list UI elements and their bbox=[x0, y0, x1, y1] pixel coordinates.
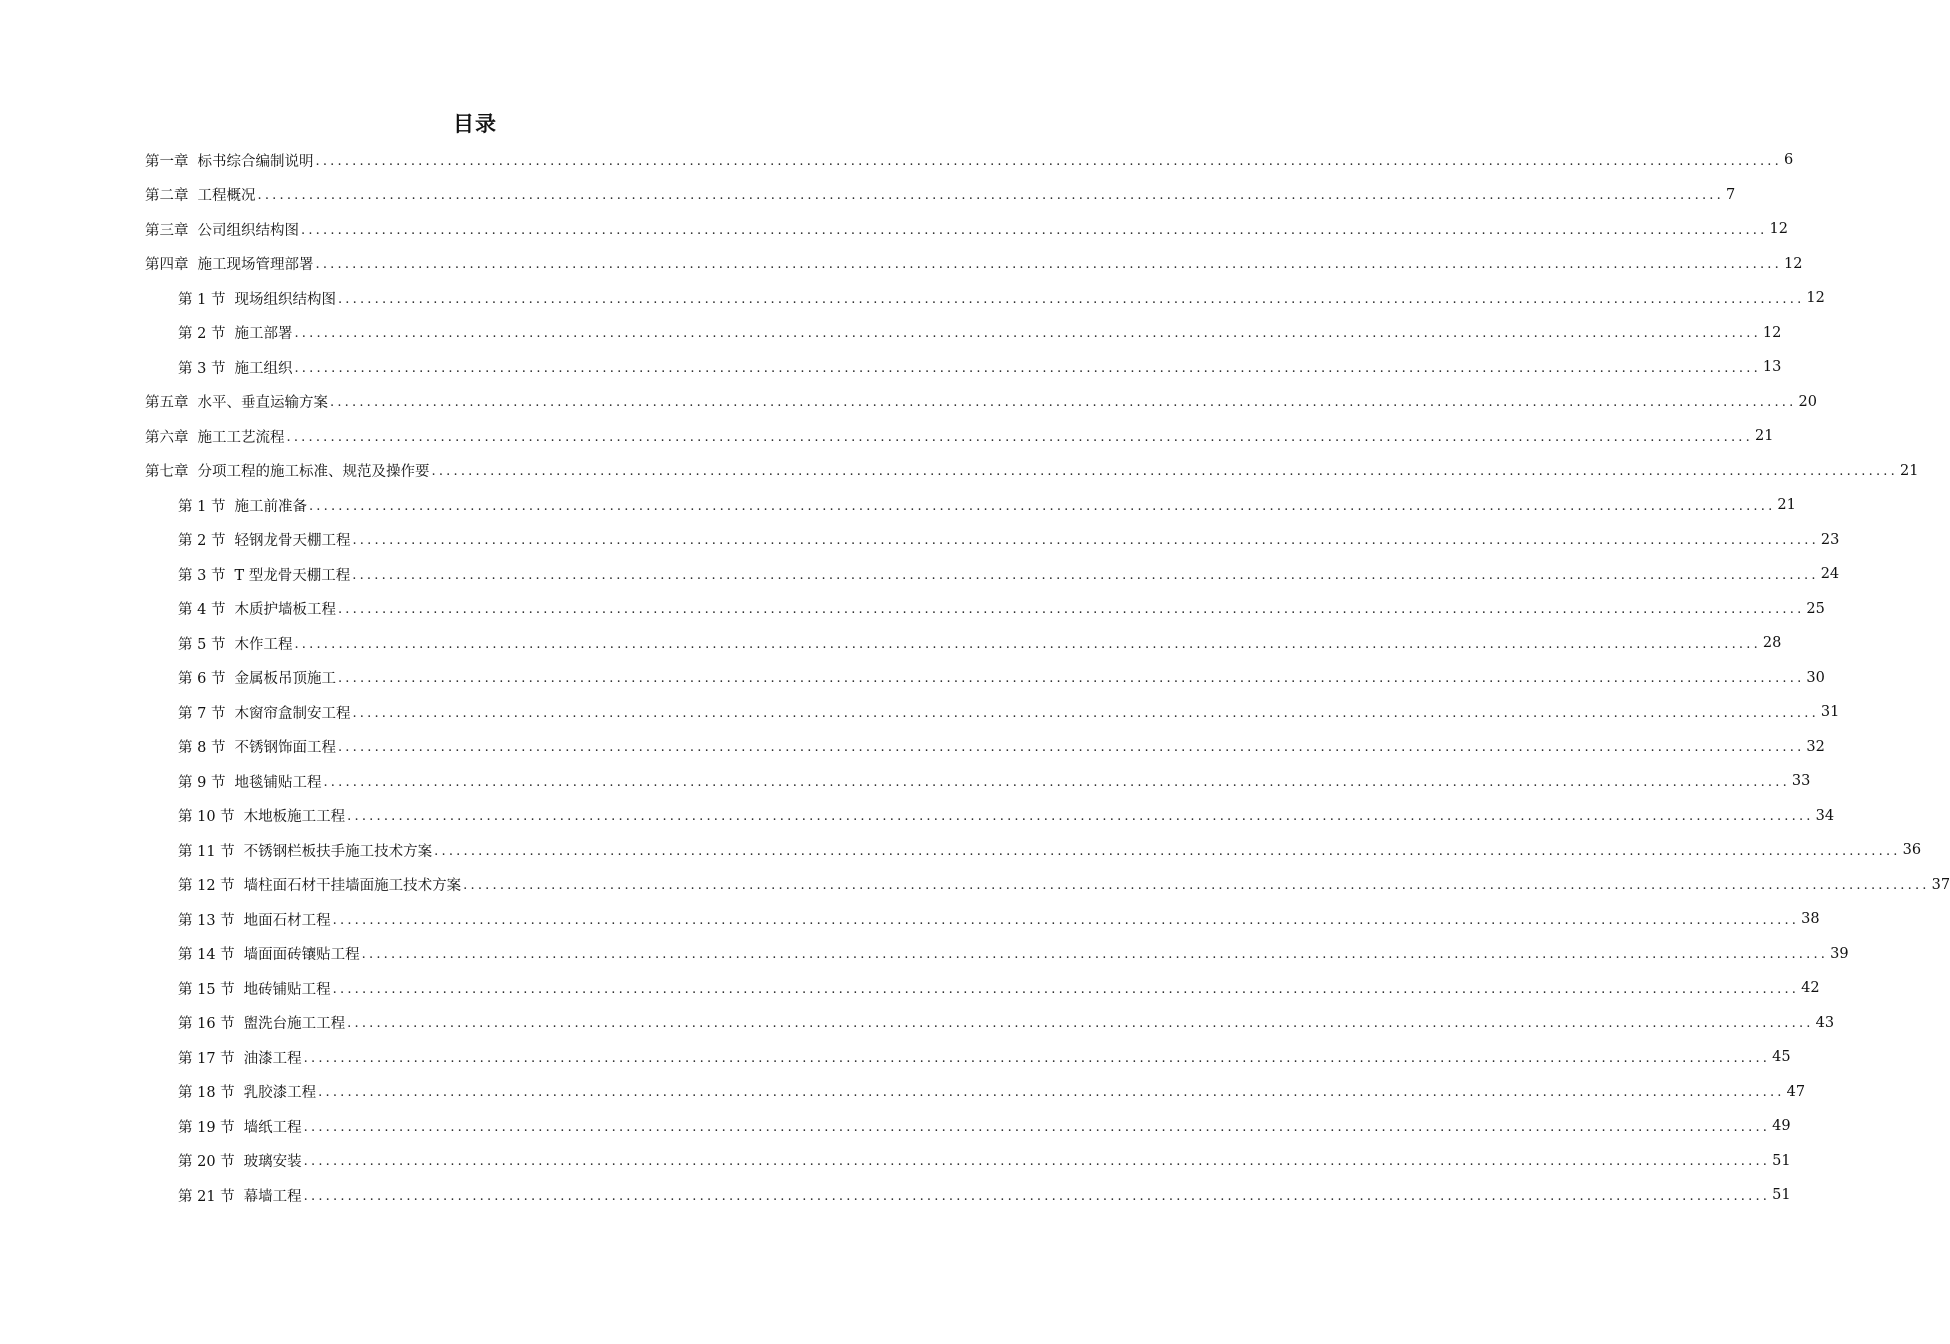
toc-section-entry[interactable] bbox=[178, 1006, 1835, 1040]
toc-page-number: 42 bbox=[1801, 980, 1820, 996]
toc-entry-title: 标书综合编制说明 bbox=[197, 153, 314, 170]
toc-entry-title: 水平、垂直运输方案 bbox=[197, 395, 328, 411]
toc-entry-label bbox=[178, 357, 292, 378]
toc-entry-label bbox=[178, 529, 350, 550]
toc-entry-title: 地砖铺贴工程 bbox=[243, 981, 331, 998]
toc-entry-title: 轻钢龙骨天棚工程 bbox=[234, 533, 351, 549]
toc-page-number: 37 bbox=[1931, 876, 1950, 893]
toc-chapter-entry[interactable] bbox=[145, 143, 1794, 177]
toc-entry-label bbox=[145, 391, 328, 412]
toc-page-number: 12 bbox=[1783, 255, 1803, 272]
toc-entry-label bbox=[178, 909, 331, 930]
toc-entry-title: 施工前准备 bbox=[234, 498, 307, 515]
toc-entry-number: 第 8 节 bbox=[178, 740, 226, 756]
toc-entry-label bbox=[178, 943, 360, 964]
toc-dot-leader: ........................................................................................................................................................................................................ bbox=[352, 567, 1819, 583]
toc-chapter-entry[interactable] bbox=[145, 178, 1736, 212]
toc-entry-number: 第 14 节 bbox=[178, 947, 235, 963]
toc-page-number: 12 bbox=[1762, 324, 1782, 341]
toc-page-number: 32 bbox=[1806, 738, 1825, 755]
toc-section-entry[interactable] bbox=[178, 281, 1825, 315]
toc-dot-leader: ........................................................................................................................................................................................................ bbox=[315, 257, 1782, 272]
toc-page-number: 38 bbox=[1801, 911, 1820, 927]
toc-section-entry[interactable] bbox=[178, 833, 1922, 867]
toc-entry-title: 乳胶漆工程 bbox=[243, 1085, 317, 1101]
toc-entry-label bbox=[178, 1047, 302, 1068]
toc-entry-title: 木作工程 bbox=[234, 636, 293, 653]
toc-dot-leader: ........................................................................................................................................................................................................ bbox=[347, 809, 1814, 824]
toc-page-number: 39 bbox=[1830, 945, 1849, 962]
toc-dot-leader: ........................................................................................................................................................................................................ bbox=[294, 326, 1761, 341]
toc-section-entry[interactable] bbox=[178, 1109, 1791, 1143]
toc-page-number: 12 bbox=[1769, 221, 1788, 237]
toc-entry-number: 第 18 节 bbox=[178, 1085, 235, 1101]
toc-section-entry[interactable] bbox=[178, 592, 1825, 626]
toc-section-entry[interactable] bbox=[178, 626, 1782, 660]
toc-dot-leader: ........................................................................................................................................................................................................ bbox=[352, 533, 1819, 548]
toc-entry-number: 第 21 节 bbox=[178, 1188, 235, 1205]
toc-entry-number: 第一章 bbox=[145, 153, 189, 170]
toc-dot-leader: ........................................................................................................................................................................................................ bbox=[301, 222, 1768, 238]
toc-entry-title: 油漆工程 bbox=[243, 1050, 302, 1067]
toc-dot-leader: ........................................................................................................................................................................................................ bbox=[337, 740, 1805, 755]
toc-dot-leader: ........................................................................................................................................................................................................ bbox=[347, 1016, 1814, 1031]
toc-page-number: 21 bbox=[1754, 428, 1774, 444]
toc-entry-title: 不锈钢栏板扶手施工技术方案 bbox=[243, 843, 433, 860]
toc-section-entry[interactable] bbox=[178, 937, 1849, 971]
toc-section-entry[interactable] bbox=[178, 316, 1782, 350]
toc-dot-leader: ........................................................................................................................................................................................................ bbox=[337, 671, 1805, 686]
toc-dot-leader: ........................................................................................................................................................................................................ bbox=[361, 947, 1829, 962]
toc-entry-title: 木质护墙板工程 bbox=[234, 602, 336, 618]
toc-page-number: 34 bbox=[1815, 807, 1835, 824]
toc-dot-leader: ........................................................................................................................................................................................................ bbox=[332, 912, 1800, 928]
toc-entry-label bbox=[178, 598, 336, 619]
toc-dot-leader: ........................................................................................................................................................................................................ bbox=[303, 1188, 1771, 1204]
toc-entry-number: 第 12 节 bbox=[178, 878, 235, 894]
toc-entry-number: 第 5 节 bbox=[178, 636, 226, 653]
toc-entry-label bbox=[145, 253, 314, 274]
toc-dot-leader: ........................................................................................................................................................................................................ bbox=[337, 291, 1805, 307]
toc-section-entry[interactable] bbox=[178, 350, 1782, 384]
toc-entry-title: 地毯铺贴工程 bbox=[234, 774, 322, 791]
toc-page-number: 21 bbox=[1777, 497, 1796, 513]
toc-chapter-entry[interactable] bbox=[145, 385, 1817, 419]
toc-entry-title: 墙纸工程 bbox=[243, 1119, 302, 1136]
toc-section-entry[interactable] bbox=[178, 971, 1820, 1005]
toc-entry-title: 木窗帘盒制安工程 bbox=[234, 705, 351, 722]
toc-section-entry[interactable] bbox=[178, 661, 1825, 695]
toc-entry-title: 木地板施工工程 bbox=[243, 809, 346, 825]
toc-entry-number: 第 11 节 bbox=[178, 843, 235, 860]
toc-entry-number: 第 10 节 bbox=[178, 809, 235, 825]
toc-entry-number: 第 9 节 bbox=[178, 774, 226, 791]
toc-section-entry[interactable] bbox=[178, 730, 1825, 764]
toc-entry-number: 第七章 bbox=[145, 464, 189, 480]
toc-chapter-entry[interactable] bbox=[145, 212, 1788, 246]
toc-entry-label bbox=[178, 874, 461, 895]
toc-dot-leader: ........................................................................................................................................................................................................ bbox=[294, 360, 1761, 376]
toc-section-entry[interactable] bbox=[178, 557, 1840, 591]
toc-entry-label bbox=[145, 150, 314, 171]
toc-entry-label bbox=[178, 1150, 302, 1171]
toc-entry-title: 墙面面砖镶贴工程 bbox=[243, 947, 360, 963]
toc-entry-number: 第 1 节 bbox=[178, 498, 226, 515]
toc-page-number: 28 bbox=[1762, 635, 1782, 651]
toc-entry-label bbox=[178, 495, 307, 516]
toc-entry-number: 第 2 节 bbox=[178, 326, 226, 342]
toc-section-entry[interactable] bbox=[178, 1075, 1806, 1109]
toc-entry-label bbox=[178, 1116, 302, 1137]
toc-page-number: 7 bbox=[1725, 186, 1736, 203]
toc-entry-number: 第 19 节 bbox=[178, 1119, 235, 1136]
toc-section-entry[interactable] bbox=[178, 488, 1796, 522]
toc-entry-title: 工程概况 bbox=[197, 188, 256, 204]
toc-entry-label bbox=[178, 771, 321, 792]
toc-entry-title: 墙柱面石材干挂墙面施工技术方案 bbox=[243, 878, 462, 894]
toc-chapter-entry[interactable] bbox=[145, 419, 1774, 453]
toc-entry-number: 第 17 节 bbox=[178, 1050, 235, 1067]
toc-dot-leader: ........................................................................................................................................................................................................ bbox=[257, 188, 1724, 203]
toc-page-number: 51 bbox=[1772, 1152, 1791, 1169]
toc-entry-label bbox=[178, 805, 345, 826]
toc-section-entry[interactable] bbox=[178, 695, 1840, 729]
toc-entry-number: 第 20 节 bbox=[178, 1154, 235, 1170]
toc-entry-label bbox=[145, 426, 285, 447]
toc-entry-number: 第 6 节 bbox=[178, 671, 226, 687]
toc-page-number: 47 bbox=[1786, 1083, 1806, 1100]
toc-entry-number: 第 2 节 bbox=[178, 533, 226, 549]
toc-entry-number: 第五章 bbox=[145, 395, 189, 411]
toc-section-entry[interactable] bbox=[178, 868, 1950, 902]
toc-page-number: 33 bbox=[1791, 773, 1811, 789]
toc-entry-title: 盥洗台施工工程 bbox=[243, 1016, 346, 1032]
toc-dot-leader: ........................................................................................................................................................................................................ bbox=[332, 981, 1800, 997]
toc-page-number: 51 bbox=[1772, 1187, 1791, 1203]
toc-page-number: 45 bbox=[1772, 1049, 1791, 1065]
toc-page-number: 49 bbox=[1772, 1118, 1791, 1134]
toc-entry-title: 施工组织 bbox=[234, 360, 293, 377]
toc-section-entry[interactable] bbox=[178, 764, 1811, 798]
toc-dot-leader: ........................................................................................................................................................................................................ bbox=[434, 843, 1901, 859]
toc-section-entry[interactable] bbox=[178, 1040, 1791, 1074]
toc-section-entry[interactable] bbox=[178, 1178, 1791, 1212]
toc-dot-leader: ........................................................................................................................................................................................................ bbox=[303, 1050, 1771, 1066]
toc-page-number: 31 bbox=[1820, 704, 1840, 720]
toc-entry-title: 施工工艺流程 bbox=[197, 429, 285, 446]
toc-title: 目录 bbox=[453, 112, 497, 136]
toc-entry-label bbox=[178, 564, 350, 585]
toc-page-number: 23 bbox=[1820, 531, 1840, 548]
toc-entry-number: 第 3 节 bbox=[178, 567, 226, 584]
toc-entry-number: 第 3 节 bbox=[178, 360, 226, 377]
toc-entry-number: 第 7 节 bbox=[178, 705, 226, 722]
toc-dot-leader: ........................................................................................................................................................................................................ bbox=[318, 1085, 1785, 1100]
toc-entry-label bbox=[145, 460, 430, 481]
toc-entry-label bbox=[145, 184, 256, 205]
toc-page-number: 25 bbox=[1806, 600, 1825, 617]
toc-dot-leader: ........................................................................................................................................................................................................ bbox=[431, 464, 1898, 479]
toc-entry-number: 第 15 节 bbox=[178, 981, 235, 998]
toc-entry-label bbox=[145, 219, 299, 240]
toc-section-entry[interactable] bbox=[178, 902, 1820, 936]
toc-entry-number: 第三章 bbox=[145, 222, 189, 239]
toc-page-number: 24 bbox=[1820, 566, 1840, 582]
toc-entry-label bbox=[178, 633, 292, 654]
toc-entry-number: 第 1 节 bbox=[178, 291, 226, 308]
toc-chapter-entry[interactable] bbox=[145, 247, 1803, 281]
toc-entry-title: 金属板吊顶施工 bbox=[234, 671, 336, 687]
toc-dot-leader: ........................................................................................................................................................................................................ bbox=[330, 395, 1797, 410]
toc-entry-number: 第二章 bbox=[145, 188, 189, 204]
toc-entry-number: 第四章 bbox=[145, 257, 189, 273]
toc-entry-label bbox=[178, 702, 350, 723]
toc-section-entry[interactable] bbox=[178, 523, 1840, 557]
toc-page-number: 36 bbox=[1902, 842, 1922, 858]
toc-dot-leader: ........................................................................................................................................................................................................ bbox=[463, 878, 1930, 893]
toc-chapter-entry[interactable] bbox=[145, 454, 1919, 488]
toc-entry-number: 第六章 bbox=[145, 429, 189, 446]
toc-entry-title: 施工部署 bbox=[234, 326, 293, 342]
toc-entry-title: 不锈钢饰面工程 bbox=[234, 740, 336, 756]
toc-dot-leader: ........................................................................................................................................................................................................ bbox=[323, 774, 1790, 790]
toc-entry-title: T 型龙骨天棚工程 bbox=[234, 567, 351, 584]
toc-entry-title: 幕墙工程 bbox=[243, 1188, 302, 1205]
toc-entry-label bbox=[178, 1012, 345, 1033]
toc-entry-label bbox=[178, 1185, 302, 1206]
toc-dot-leader: ........................................................................................................................................................................................................ bbox=[315, 153, 1782, 169]
toc-dot-leader: ........................................................................................................................................................................................................ bbox=[303, 1154, 1771, 1169]
toc-dot-leader: ........................................................................................................................................................................................................ bbox=[286, 429, 1753, 445]
toc-section-entry[interactable] bbox=[178, 799, 1835, 833]
toc-page-number: 6 bbox=[1783, 152, 1794, 168]
toc-entry-title: 公司组织结构图 bbox=[197, 222, 299, 239]
toc-page-number: 21 bbox=[1899, 462, 1919, 479]
toc-entry-title: 玻璃安装 bbox=[243, 1154, 302, 1170]
toc-entry-number: 第 13 节 bbox=[178, 912, 235, 929]
toc-entry-label bbox=[178, 840, 432, 861]
toc-entry-title: 分项工程的施工标准、规范及操作要 bbox=[197, 464, 430, 480]
toc-page-number: 13 bbox=[1762, 359, 1782, 375]
toc-dot-leader: ........................................................................................................................................................................................................ bbox=[294, 636, 1761, 652]
toc-dot-leader: ........................................................................................................................................................................................................ bbox=[337, 602, 1805, 617]
toc-dot-leader: ........................................................................................................................................................................................................ bbox=[303, 1119, 1771, 1135]
toc-entry-number: 第 4 节 bbox=[178, 602, 226, 618]
toc-entry-label bbox=[178, 978, 331, 999]
toc-dot-leader: ........................................................................................................................................................................................................ bbox=[352, 705, 1819, 721]
toc-entry-number: 第 16 节 bbox=[178, 1016, 235, 1032]
toc-entry-label bbox=[178, 288, 336, 309]
toc-page-number: 43 bbox=[1815, 1014, 1835, 1031]
toc-entry-title: 现场组织结构图 bbox=[234, 291, 336, 308]
toc-entry-label bbox=[178, 1081, 316, 1102]
toc-entry-title: 施工现场管理部署 bbox=[197, 257, 314, 273]
toc-entry-label bbox=[178, 322, 292, 343]
toc-section-entry[interactable] bbox=[178, 1144, 1791, 1178]
toc-page-number: 20 bbox=[1798, 393, 1817, 410]
toc-page-number: 30 bbox=[1806, 669, 1825, 686]
toc-entry-title: 地面石材工程 bbox=[243, 912, 331, 929]
toc-page-number: 12 bbox=[1806, 290, 1825, 306]
toc-entry-label bbox=[178, 736, 336, 757]
toc-entry-label bbox=[178, 667, 336, 688]
toc-dot-leader: ........................................................................................................................................................................................................ bbox=[308, 498, 1776, 514]
